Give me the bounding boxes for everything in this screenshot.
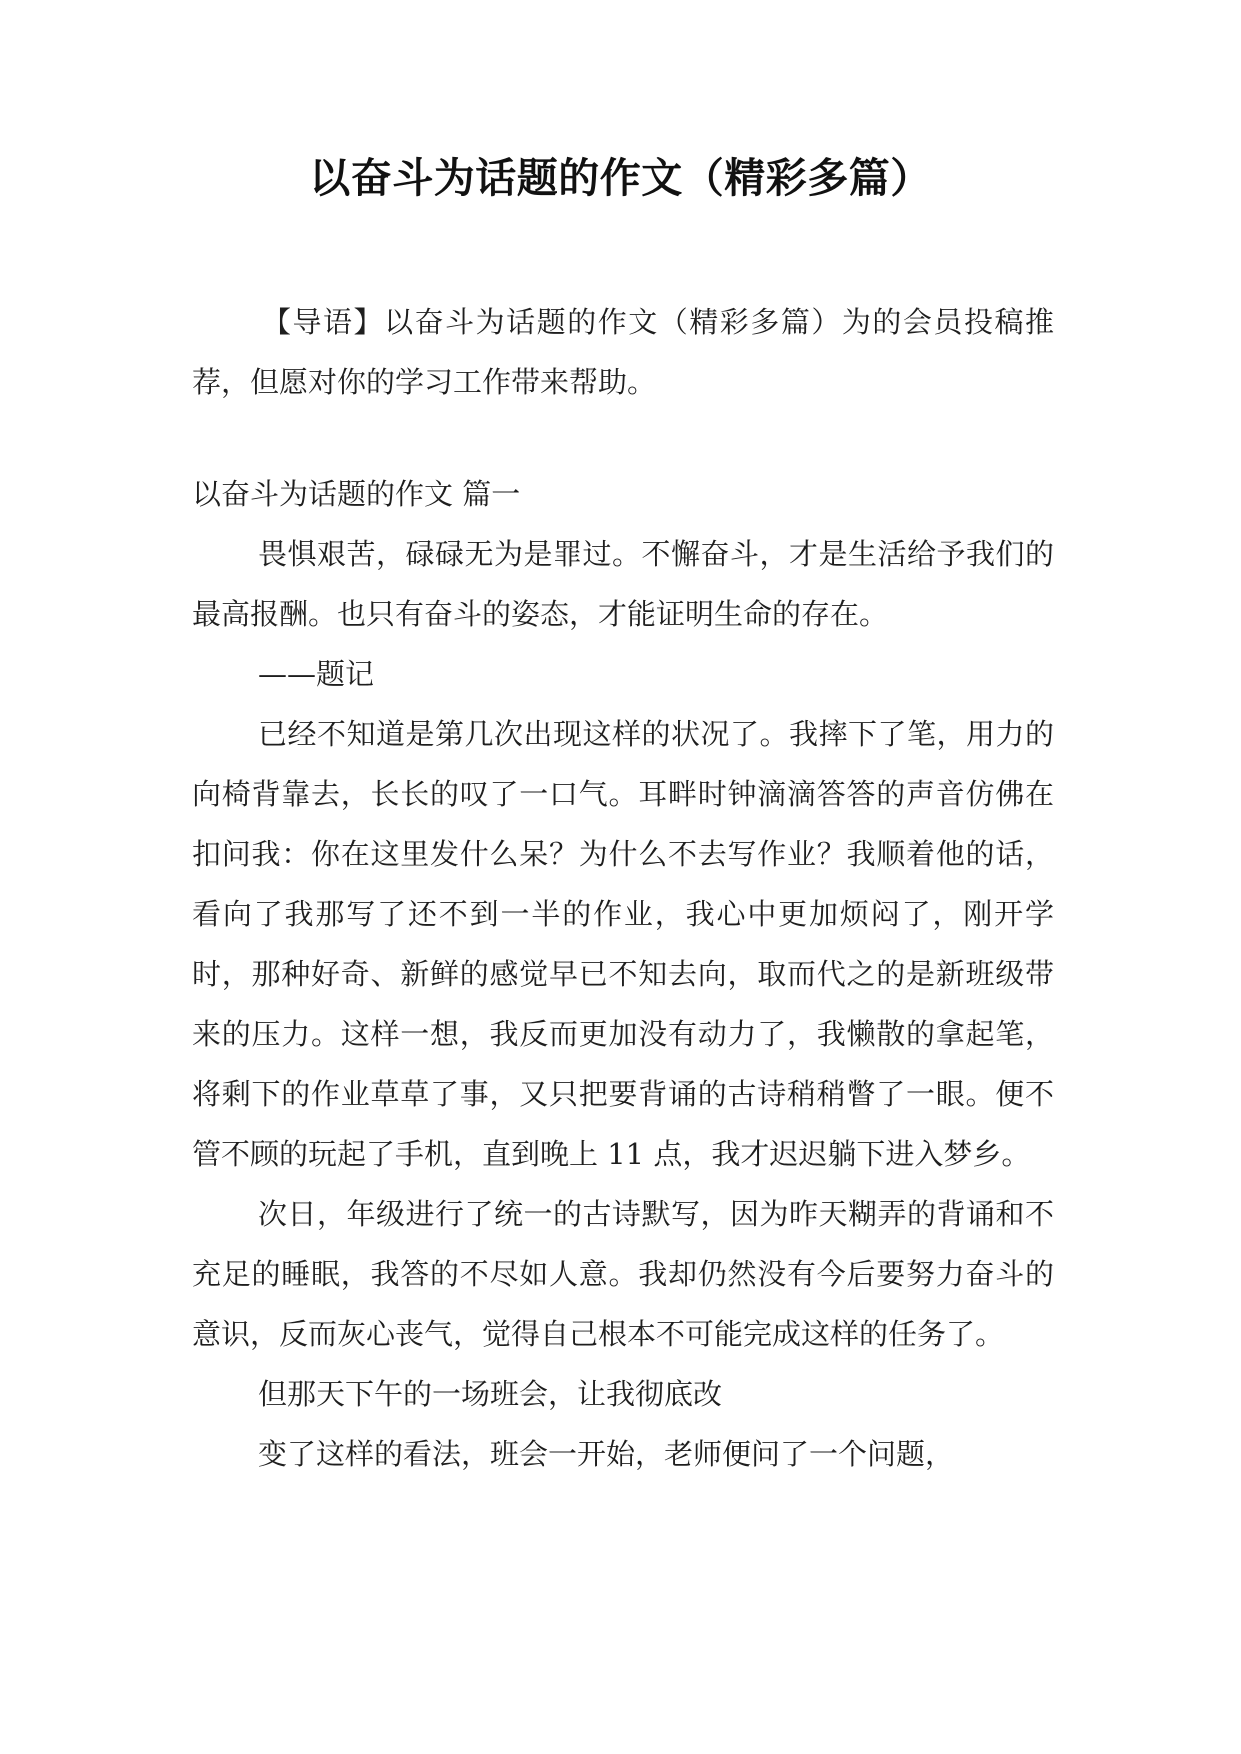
paragraph-story-4: 变了这样的看法，班会一开始，老师便问了一个问题， xyxy=(258,1437,955,1471)
paragraph-epigraph-attribution: ——题记 xyxy=(258,657,375,691)
article-body xyxy=(192,464,1054,1484)
paragraph-story-1: 已经不知道是第几次出现这样的状况了。我摔下了笔，用力的向椅背靠去，长长的叹了一口气。耳畔时钟滴滴答答的声音仿佛在扣问我：你在这里发什么呆？为什么不去写作业？我顺着他的话，看向了我那写了还不到一半的作业，我心中更加烦闷了，刚开学时，那种好奇、新鲜的感觉早已不知去向，取而代之的是新班级带来的压力。这样一想，我反而更加没有动力了，我懒散的拿起笔，将剩下的作业草草了事，又只把要背诵的古诗稍稍瞥了一眼。便不管不顾的玩起了手机，直到晚上 11 点，我才迟迟躺下进入梦乡。 xyxy=(192,717,1054,1171)
paragraph-epigraph: 畏惧艰苦，碌碌无为是罪过。不懈奋斗，才是生活给予我们的最高报酬。也只有奋斗的姿态，才能证明生命的存在。 xyxy=(192,537,1054,631)
section-heading: 以奋斗为话题的作文 篇一 xyxy=(192,477,521,511)
paragraph-story-2: 次日，年级进行了统一的古诗默写，因为昨天糊弄的背诵和不充足的睡眠，我答的不尽如人意。我却仍然没有今后要努力奋斗的意识，反而灰心丧气，觉得自己根本不可能完成这样的任务了。 xyxy=(192,1197,1054,1351)
intro-paragraph: 【导语】以奋斗为话题的作文（精彩多篇）为的会员投稿推荐，但愿对你的学习工作带来帮助。 xyxy=(192,305,1054,399)
intro-block xyxy=(192,292,1054,412)
document-title: 以奋斗为话题的作文（精彩多篇） xyxy=(309,154,932,202)
paragraph-story-3: 但那天下午的一场班会，让我彻底改 xyxy=(258,1377,723,1411)
